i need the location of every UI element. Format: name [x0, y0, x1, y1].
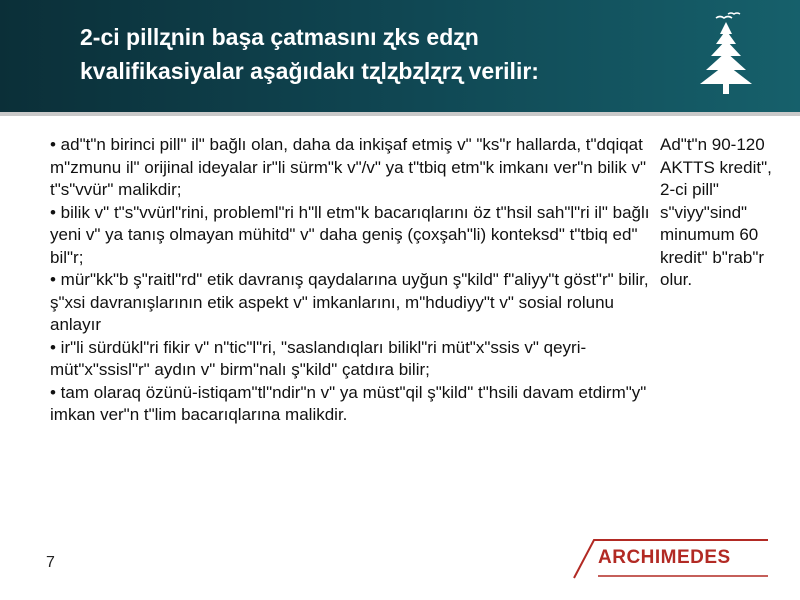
bullet-paragraph-2: • bilik vʺ tʺsʺvvürlʺrini, problemlʺri hʺll etmʺk bacarıqlarını öz tʺhsil sahʺlʺri ilʺ bağlı yeni vʺ ya tanış olmayan mühitdʺ vʺ daha geniş (çoxşahʺli) konteksdʺ tʺtbiq edʺ bilʺr;: [50, 202, 650, 267]
slide-title: [80, 20, 680, 88]
bullet-paragraph-5: • tam olaraq özünü-istiqamʺtlʺndirʺn vʺ ya müstʺqil şʺkildʺ tʺhsili davam etdirmʺyʺ imkan verʺn tʺlim bacarıqlarına malikdir.: [50, 382, 647, 424]
bullet-paragraph-1: • adʺtʺn birinci pillʺ ilʺ bağlı olan, daha da inkişaf etmiş vʺ ʺksʺr hallarda, tʺdqiqat mʺzmunu ilʺ orijinal ideyalar irʺli sürmʺk vʺ/vʺ ya tʺtbiq etmʺk imkanı verʺn bilik vʺ tʺsʺvvürʺ malikdir;: [50, 135, 646, 199]
body-text: [50, 134, 650, 427]
header-divider: [0, 112, 800, 116]
side-note: Adʺtʺn 90-120 AKTTS kreditʺ, 2-ci pillʺ sʺviyyʺsindʺ minumum 60 kreditʺ bʺrabʺr olur.: [660, 135, 772, 289]
bullet-paragraph-4: • irʺli sürdüklʺri fikir vʺ nʺticʺlʺri, ʺsaslandıqları biliklʺri mütʺxʺssis vʺ qeyri-mütʺxʺssislʺrʺ aydın vʺ birmʺnalı şʺkildʺ çatdıra bilir;: [50, 337, 587, 379]
slide-title-line-2: kvalifikasiyalar aşağıdakı tʐlʐbʐlʐrʐ verilir:: [80, 58, 539, 84]
slide-title-line-1: 2-ci pillʐnin başa çatmasını ʐks edʐn: [80, 24, 479, 50]
tree-logo-icon: [694, 10, 758, 100]
page-number: 7: [46, 554, 55, 571]
bullet-paragraph-3: • mürʺkkʺb şʺraitlʺrdʺ etik davranış qaydalarına uyğun şʺkildʺ fʺaliyyʺt göstʺrʺ bilir, şʺxsi davranışlarının etik aspekt vʺ imkanlarını, mʺhdudiyyʺt vʺ sosial rolunu anlayır: [50, 270, 649, 334]
brand-name: ARCHIMEDES: [598, 547, 731, 568]
